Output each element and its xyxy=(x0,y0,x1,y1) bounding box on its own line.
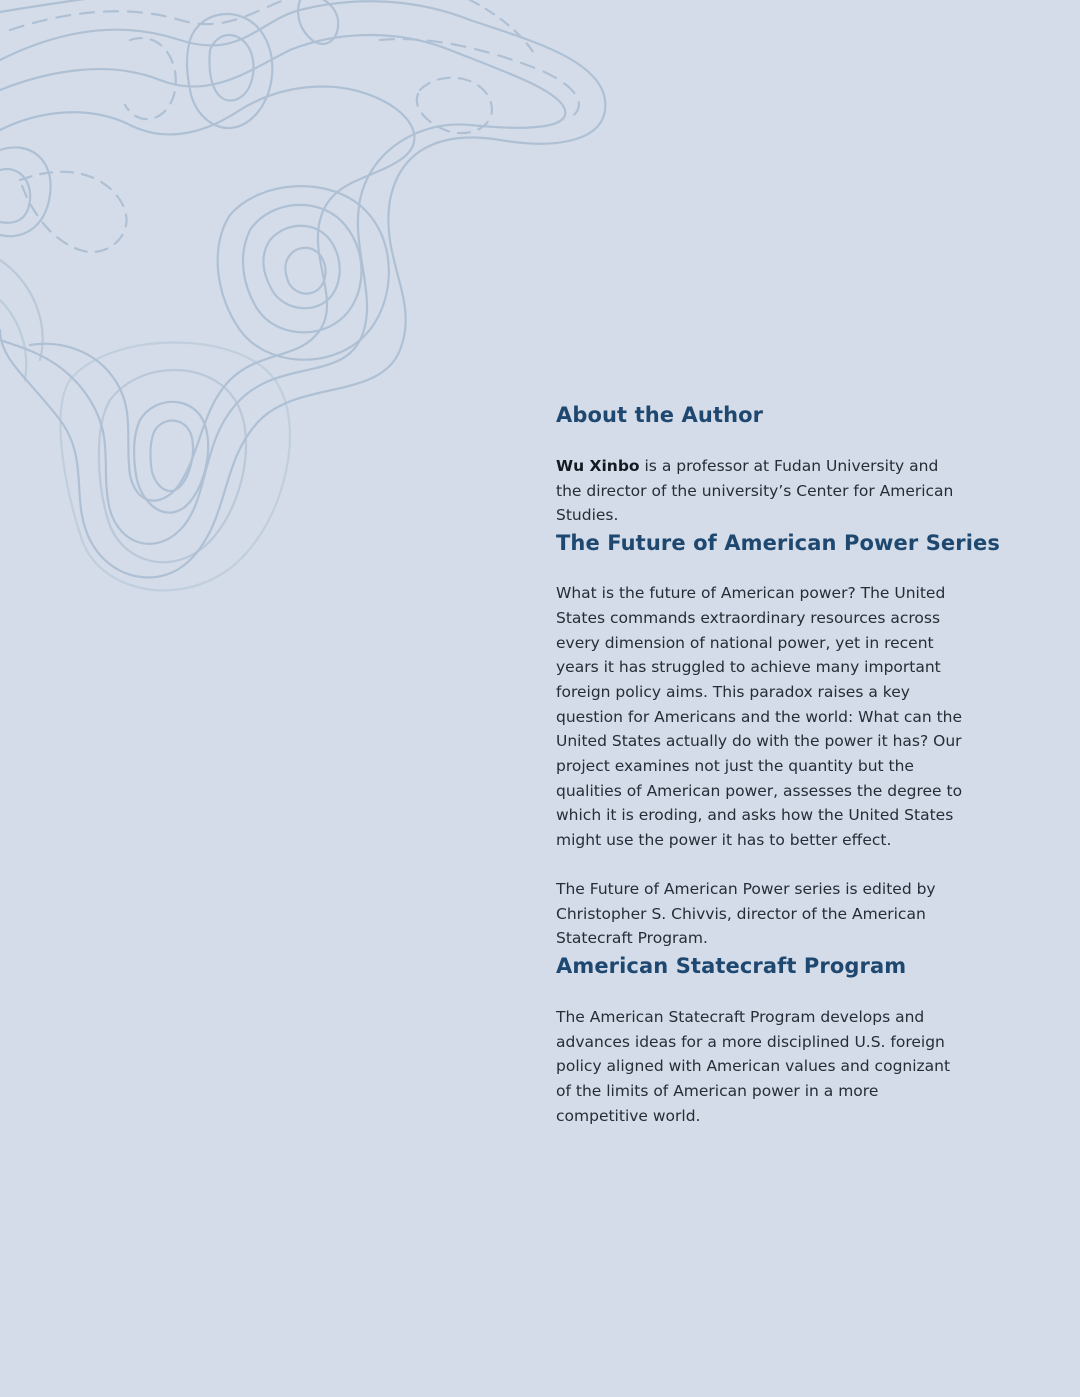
author-bio xyxy=(556,454,966,528)
future-of-american-power-series-section xyxy=(556,528,1000,951)
series-editor-note: The Future of American Power series is edited by Christopher S. Chivvis, director of the American Statecraft Program. xyxy=(556,879,936,948)
text-column xyxy=(556,400,1000,1128)
about-the-author-section xyxy=(556,400,966,528)
author-name: Wu Xinbo xyxy=(556,457,640,475)
program-heading: American Statecraft Program xyxy=(556,953,907,978)
about-the-author-heading: About the Author xyxy=(556,403,764,427)
series-description: What is the future of American power? The United States commands extraordinary resources across every dimension of national power, yet in recent years it has struggled to achieve many important foreign policy aims. This paradox raises a key question for Americans and the world: What can the United States actually do with the power it has? Our project examines not just the quantity but the qualities of American power, assesses the degree to which it is eroding, and asks how the United States might use the power it has to better effect. xyxy=(556,584,963,850)
program-description: The American Statecraft Program develops and advances ideas for a more disciplined U.S. foreign policy aligned with American values and cognizant of the limits of American power in a more competitive world. xyxy=(556,1007,951,1125)
topographic-contour-lines-icon xyxy=(0,0,620,600)
author-bio-text: is a professor at Fudan University and the director of the university’s Center for American Studies. xyxy=(556,457,954,525)
american-statecraft-program-section xyxy=(556,951,966,1129)
series-heading: The Future of American Power Series xyxy=(556,531,1000,556)
